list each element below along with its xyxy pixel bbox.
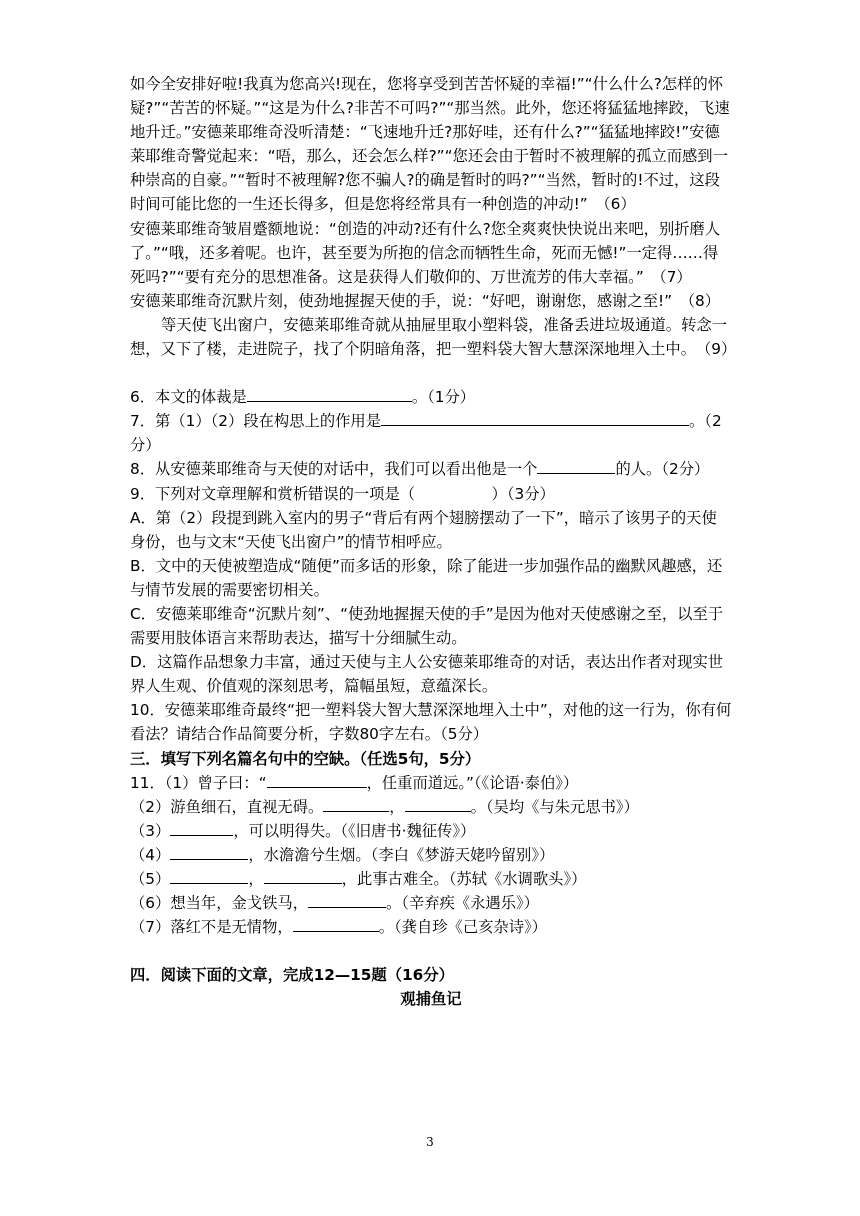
- answer-blank[interactable]: [308, 892, 386, 908]
- passage-paragraph-7: 安德莱耶维奇皱眉蹙额地说：“创造的冲动?还有什么?您全爽爽快快说出来吧，别折磨人了。”“哦，还多着呢。也许，甚至要为所抱的信念而牺牲生命，死而无憾!”一定得……得死吗?”“要有充分的思想准备。这是获得人们敬仰的、万世流芳的伟大幸福。” （7）: [130, 219, 721, 286]
- question-11-item-1: 11．（1）曾子曰：“ ，任重而道远。”（《论语·泰伯》）: [130, 773, 579, 792]
- answer-blank[interactable]: [247, 386, 412, 402]
- question-11-item-7: （7）落红不是无情物， 。（龚自珍《己亥杂诗》）: [130, 918, 547, 937]
- question-8: 8．从安德莱耶维奇与天使的对话中，我们可以看出他是一个 的人。（2分）: [130, 460, 710, 479]
- answer-blank[interactable]: [170, 820, 233, 836]
- page-number: 3: [426, 1135, 434, 1149]
- passage-paragraph-9: 等天使飞出窗户，安德莱耶维奇就从抽屉里取小塑料袋，准备丢进垃圾通道。转念一想，又下了楼，走进院子，找了个阴暗角落，把一塑料袋大智大慧深深地埋入土中。 （9）: [130, 315, 737, 359]
- document-page: [130, 72, 737, 1011]
- question-9-stem: 9．下列对文章理解和赏析错误的一项是（ ）（3分）: [130, 484, 555, 503]
- section-4-heading: 四．阅读下面的文章，完成12—15题（16分）: [130, 966, 454, 985]
- passage-paragraph-8: 安德莱耶维奇沉默片刻，使劲地握握天使的手，说：“好吧，谢谢您，感谢之至!” （8）: [130, 291, 721, 310]
- question-11-item-4: （4） ，水澹澹兮生烟。（李白《梦游天姥吟留别》）: [130, 845, 555, 864]
- answer-blank[interactable]: [323, 796, 389, 812]
- question-6: 6．本文的体裁是 。（1分）: [130, 388, 476, 407]
- passage-paragraph-6: 如今全安排好啦!我真为您高兴!现在，您将享受到苦苦怀疑的幸福!”“什么什么?怎样的怀疑?”“苦苦的怀疑。”“这是为什么?非苦不可吗?”“那当然。此外，您还将猛猛地摔跤，飞速地升迁。”安德莱耶维奇没听清楚：“飞速地升迁?那好哇，还有什么?”“猛猛地摔跤!”安德莱耶维奇警觉起来：“唔，那么，还会怎么样?”“您还会由于暂时不被理解的孤立而感到一种崇高的自豪。”“暂时不被理解?您不骗人?的确是暂时的吗?”“当然，暂时的!不过，这段时间可能比您的一生还长得多，但是您将经常具有一种创造的冲动!” （6）: [130, 75, 730, 214]
- answer-blank[interactable]: [293, 916, 379, 932]
- section-3-heading: 三．填写下列名篇名句中的空缺。（任选5句，5分）: [130, 749, 481, 768]
- question-11-item-6: （6）想当年，金戈铁马， 。（辛弃疾《永遇乐》）: [130, 894, 539, 913]
- question-11-item-5: （5） ， ，此事古难全。（苏轼《水调歌头》）: [130, 870, 587, 888]
- question-9-option-c: C．安德莱耶维奇“沉默片刻”、“使劲地握握天使的手”是因为他对天使感谢之至，以至于需要用肢体语言来帮助表达，描写十分细腻生动。: [130, 604, 724, 648]
- answer-blank[interactable]: [537, 458, 615, 474]
- answer-blank[interactable]: [170, 868, 248, 884]
- answer-blank[interactable]: [264, 868, 342, 884]
- question-10: 10．安德莱耶维奇最终“把一塑料袋大智大慧深深地埋入土中”，对他的这一行为，你有何看法？请结合作品简要分析，字数80字左右。（5分）: [130, 701, 732, 744]
- answer-blank[interactable]: [170, 844, 248, 860]
- question-9-option-b: B．文中的天使被塑造成“随便”而多话的形象，除了能进一步加强作品的幽默风趣感，还与情节发展的需要密切相关。: [130, 556, 723, 599]
- answer-blank[interactable]: [381, 410, 689, 426]
- answer-blank[interactable]: [405, 796, 471, 812]
- question-9-option-a: A．第（2）段提到跳入室内的男子“背后有两个翅膀摆动了一下”，暗示了该男子的天使身份，也与文末“天使飞出窗户”的情节相呼应。: [130, 508, 717, 551]
- answer-blank[interactable]: [267, 772, 367, 788]
- question-9-option-d: D．这篇作品想象力丰富，通过天使与主人公安德莱耶维奇的对话，表达出作者对现实世界人生观、价值观的深刻思考，篇幅虽短，意蕴深长。: [130, 653, 724, 696]
- question-11-item-2: （2）游鱼细石，直视无碍。 ， 。（吴均《与朱元思书》）: [130, 797, 639, 816]
- question-7: 7．第（1）（2）段在构思上的作用是 。（2分）: [130, 412, 722, 455]
- article-title: 观捕鱼记: [400, 990, 462, 1009]
- question-11-item-3: （3） ，可以明得失。（《旧唐书·魏征传》）: [130, 821, 476, 840]
